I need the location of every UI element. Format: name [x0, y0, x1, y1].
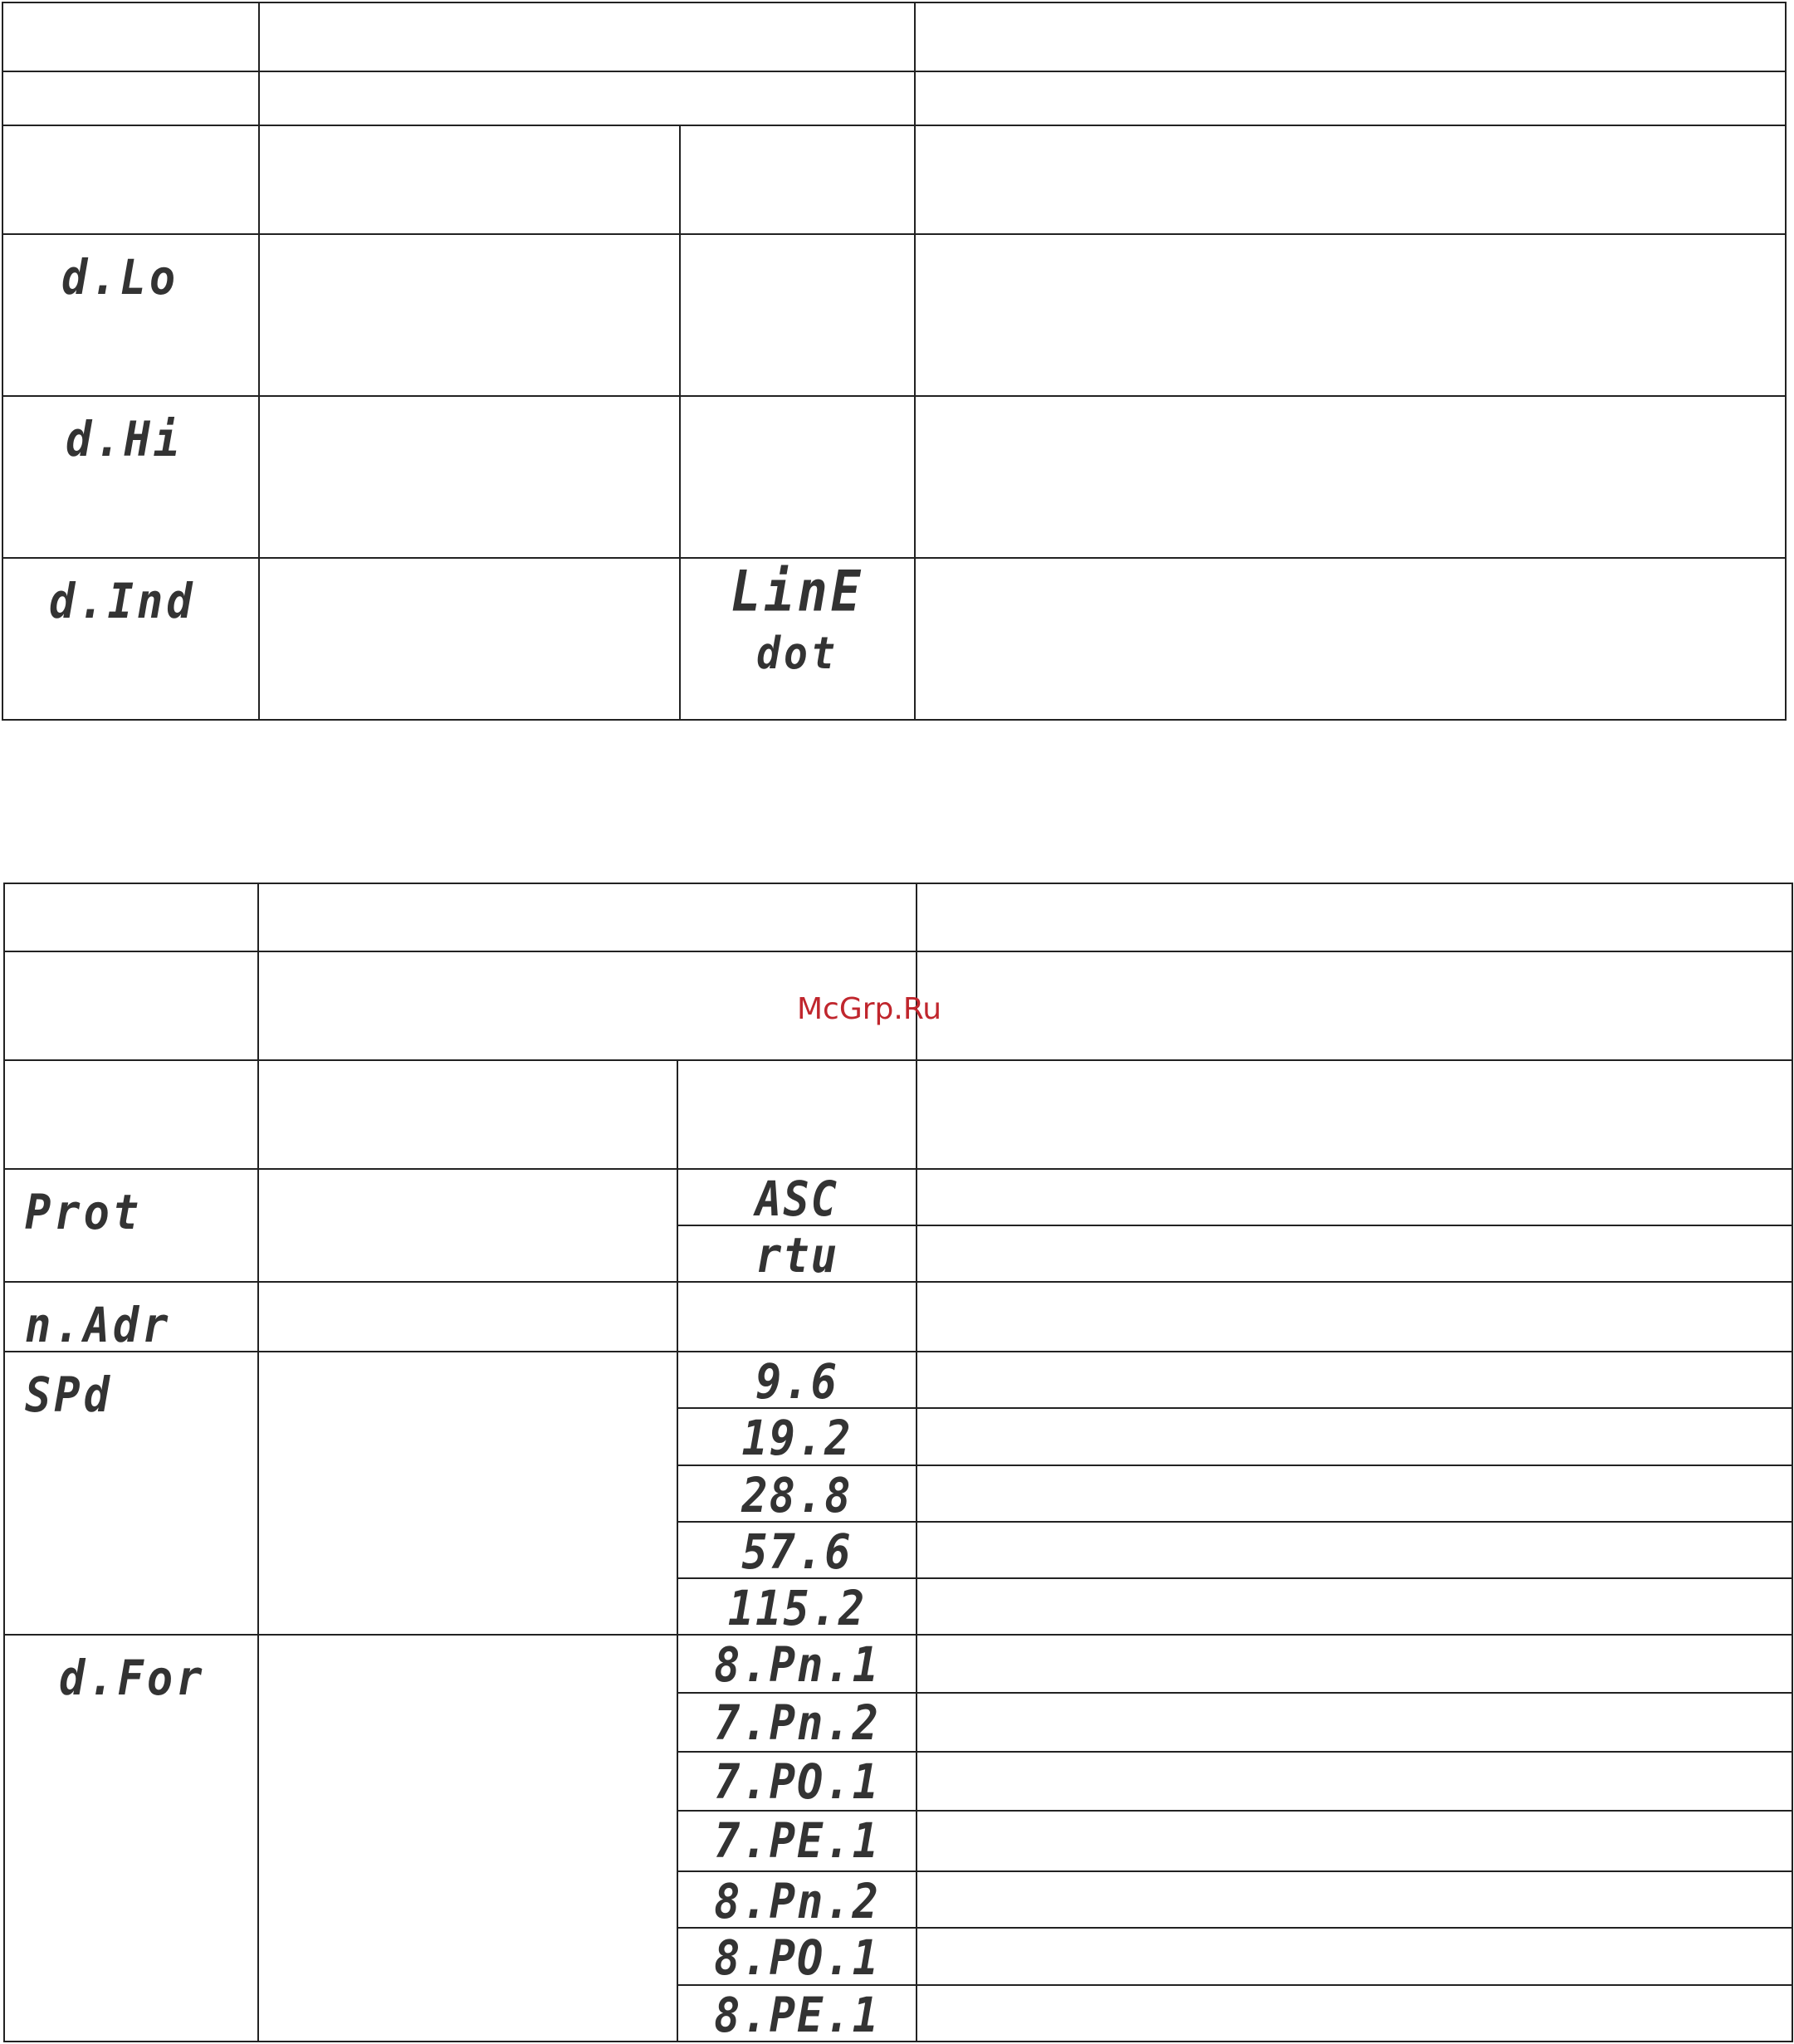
param-code-cell: [4, 1169, 258, 1282]
table-row: [2, 396, 1786, 558]
table-row: [2, 558, 1786, 720]
param-value-cell: [677, 1169, 917, 1228]
param-code-dfor: d.For: [59, 1650, 206, 1707]
param-value-cell: [677, 1225, 917, 1282]
param-value-cell: 7.PO.1: [677, 1752, 917, 1811]
param-code-cell: [2, 234, 259, 396]
table-row: [4, 1352, 1792, 1408]
table-row: [2, 71, 1786, 125]
table-subheader-row: [4, 1060, 1792, 1169]
param-code-cell: [4, 1635, 258, 2042]
param-code-spd: SPd: [25, 1367, 113, 1424]
param-code-cell: [4, 1282, 258, 1352]
param-value-cell: 9.6: [677, 1352, 917, 1408]
param-values-cell: [680, 558, 915, 720]
param-code-prot: Prot: [25, 1185, 143, 1241]
value-asc: ASC: [755, 1171, 838, 1228]
param-value-cell: 8.PO.1: [677, 1928, 917, 1985]
table-row: [4, 1169, 1792, 1225]
watermark: McGrp.Ru: [797, 992, 942, 1026]
header-cell: [915, 2, 1786, 71]
table-row: [4, 1635, 1792, 1693]
param-value-cell: 8.PE.1: [677, 1985, 917, 2042]
param-value-cell: 57.6: [677, 1522, 917, 1578]
param-code-dhi: d.Hi: [66, 412, 183, 468]
param-value-cell: 7.PE.1: [677, 1811, 917, 1871]
param-code-nadr: n.Adr: [25, 1298, 172, 1354]
table-row: [4, 1282, 1792, 1352]
value-line: LinE: [731, 559, 864, 625]
table-subheader-row: [2, 125, 1786, 234]
param-value-cell: 115.2: [677, 1578, 917, 1635]
parameter-table-display: [2, 2, 1787, 721]
table-header-row: [4, 883, 1792, 951]
param-code-cell: [2, 558, 259, 720]
param-code-dlo: d.Lo: [61, 250, 179, 306]
param-value-cell: 8.Pn.1: [677, 1635, 917, 1693]
param-value-cell: 8.Pn.2: [677, 1871, 917, 1928]
param-code-dind: d.Ind: [49, 574, 196, 630]
parameter-table-interface: [3, 883, 1793, 2042]
table-row: [2, 234, 1786, 396]
value-dot: dot: [756, 627, 838, 680]
header-cell: [259, 2, 915, 71]
value-rtu: rtu: [755, 1228, 838, 1284]
param-code-cell: [2, 396, 259, 558]
param-value-cell: 7.Pn.2: [677, 1693, 917, 1752]
table-header-row: [2, 2, 1786, 71]
param-value-cell: 28.8: [677, 1465, 917, 1522]
header-cell: [2, 2, 259, 71]
param-value-cell: 19.2: [677, 1408, 917, 1465]
param-code-cell: [4, 1352, 258, 1635]
